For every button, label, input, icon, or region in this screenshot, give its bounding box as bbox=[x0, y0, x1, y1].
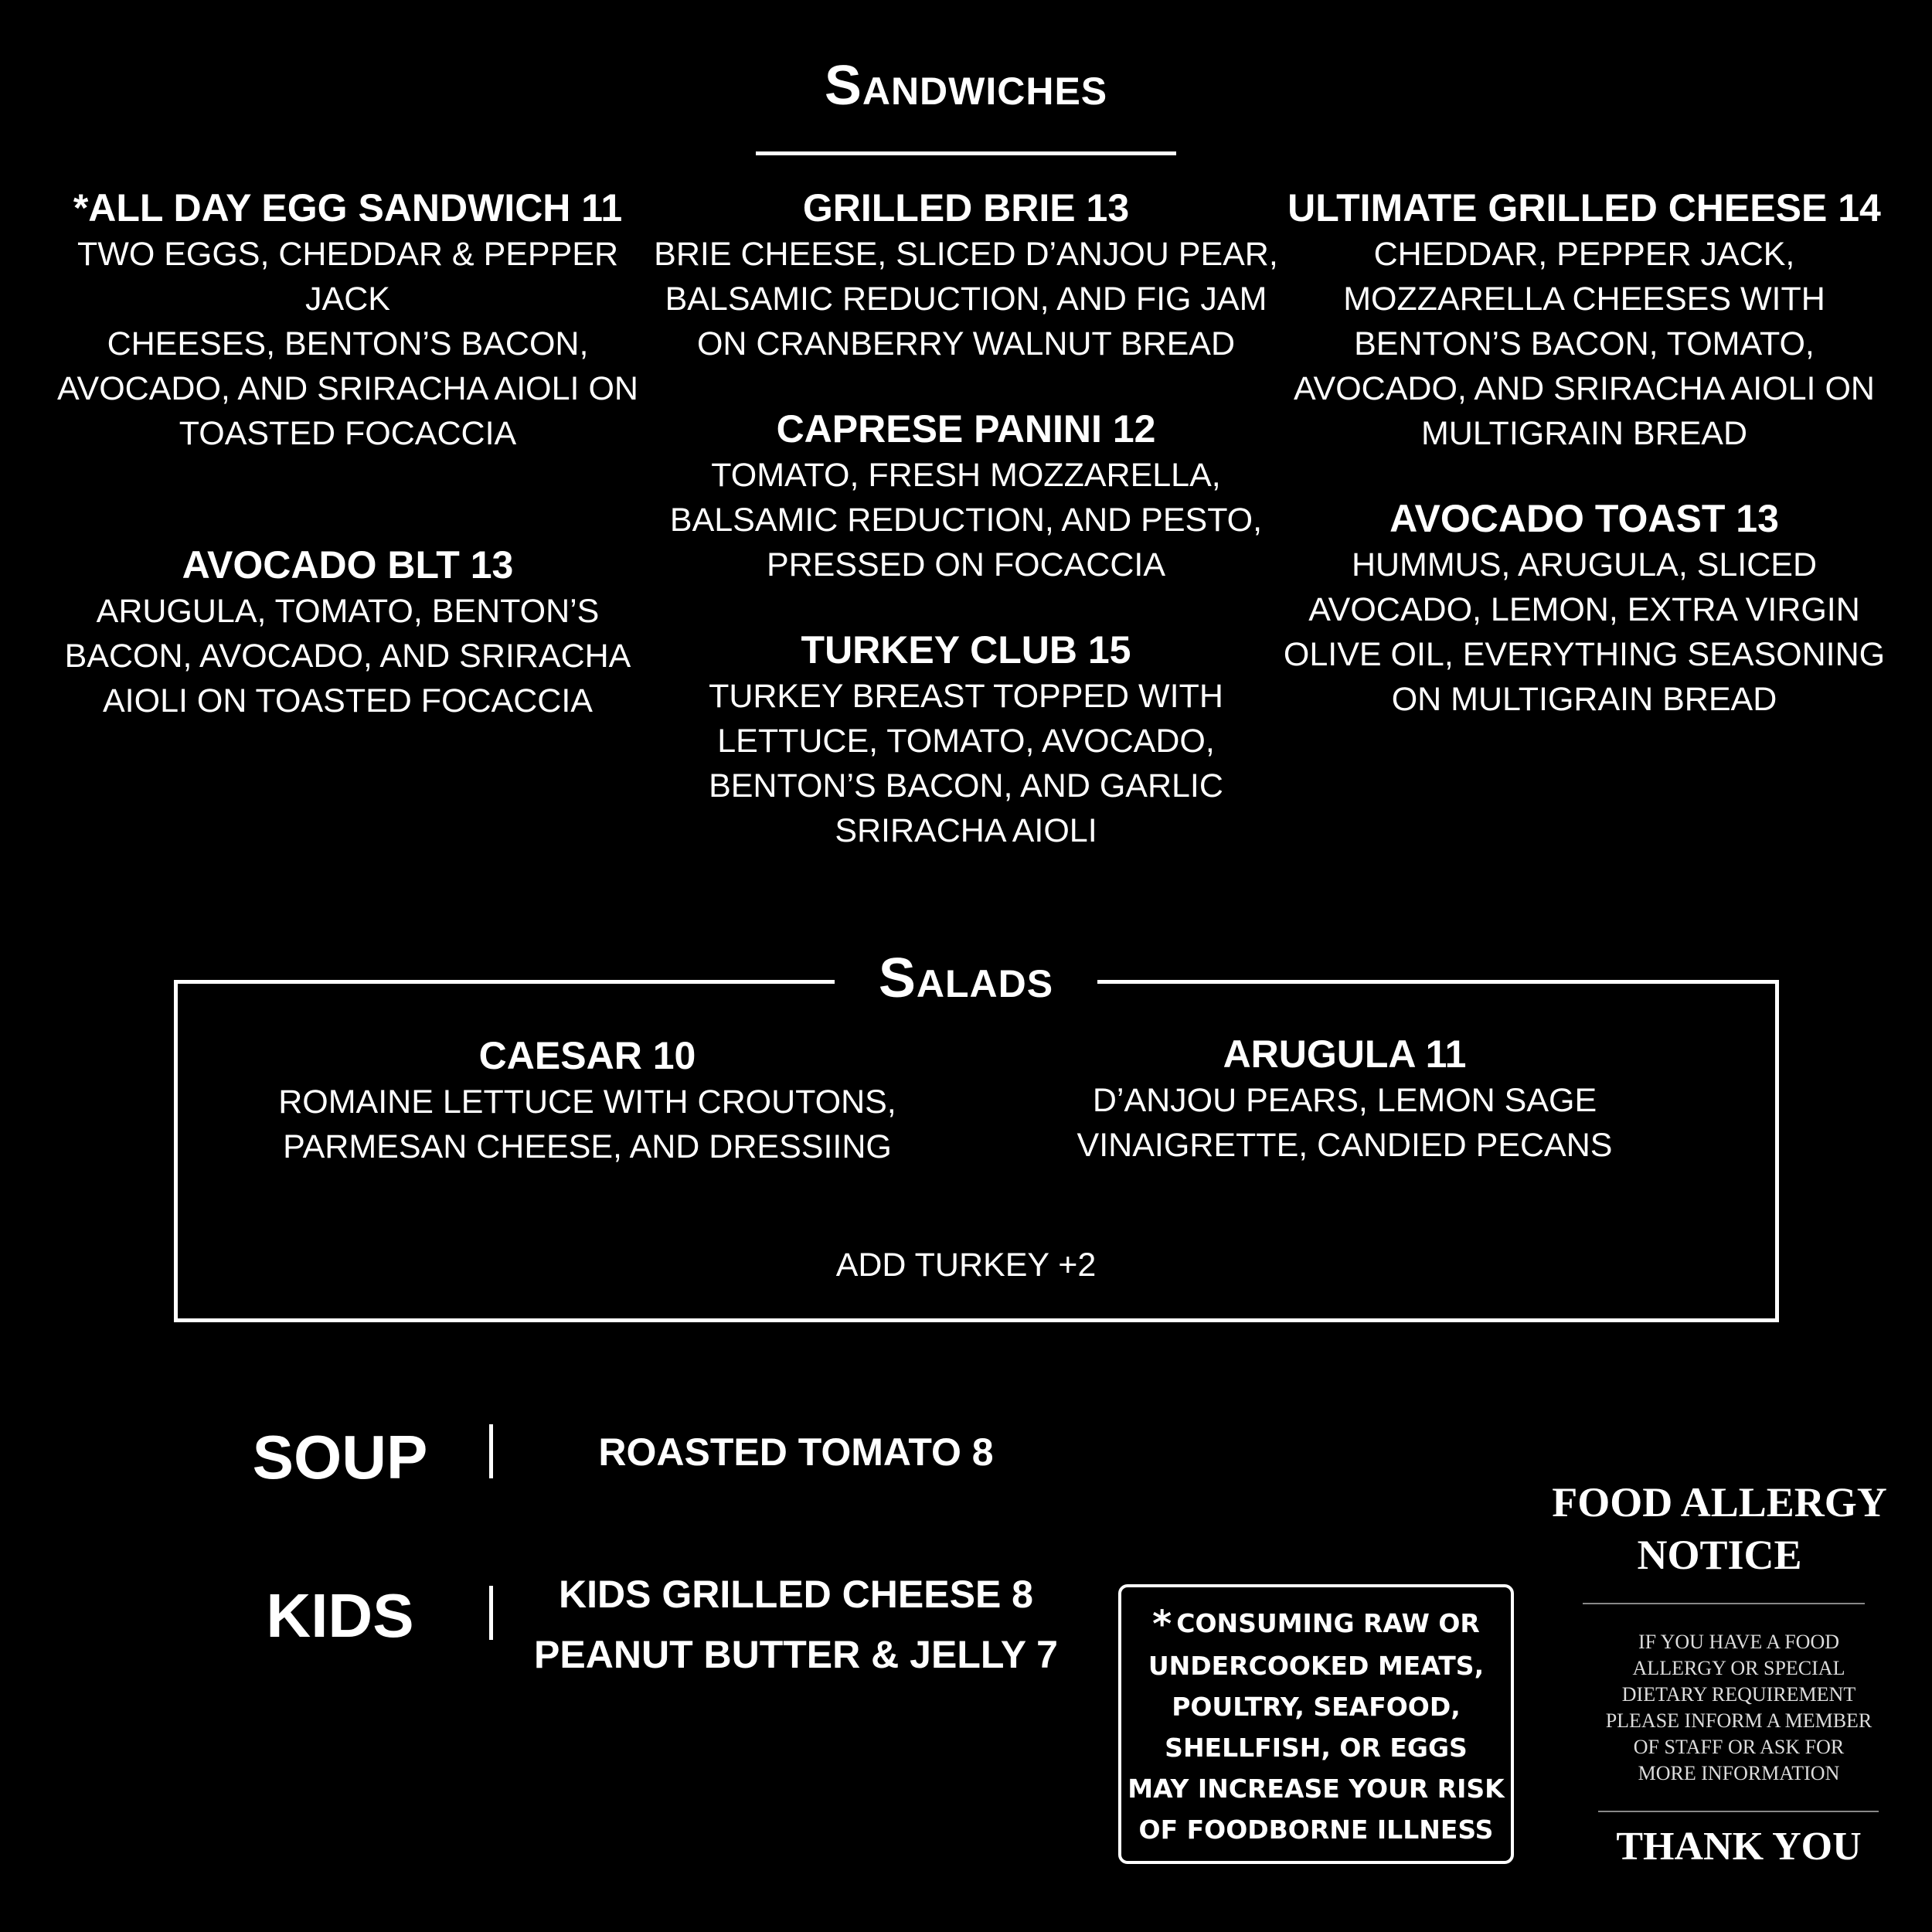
thank-you-text: THANK YOU bbox=[1616, 1825, 1862, 1869]
item-name: *ALL DAY EGG SANDWICH 11 bbox=[73, 186, 623, 230]
sandwich-column-1 bbox=[31, 184, 665, 762]
salad-item-arugula bbox=[989, 1030, 1700, 1168]
item-name: AVOCADO BLT 13 bbox=[182, 543, 514, 587]
soup-label: SOUP bbox=[252, 1423, 428, 1492]
item-name: CAPRESE PANINI 12 bbox=[776, 407, 1156, 451]
allergy-notice-text: IF YOU HAVE A FOOD ALLERGY OR SPECIAL DIETARY REQUIREMENT PLEASE INFORM A MEMBER OF STAFF OR ASK FOR MORE INFORMATION bbox=[1605, 1631, 1872, 1784]
consumer-notice-box bbox=[1118, 1584, 1514, 1864]
menu-item-caprese-panini bbox=[649, 405, 1283, 587]
item-name: ULTIMATE GRILLED CHEESE 14 bbox=[1287, 186, 1881, 230]
menu-item-turkey-club bbox=[649, 626, 1283, 853]
sandwich-column-3 bbox=[1267, 184, 1901, 760]
item-name: TURKEY CLUB 15 bbox=[801, 628, 1131, 672]
item-description: CHEDDAR, PEPPER JACK, MOZZARELLA CHEESES WITH BENTON’S BACON, TOMATO, AVOCADO, AND SRIRACHA AIOLI ON MULTIGRAIN BREAD bbox=[1294, 236, 1875, 452]
consumer-notice-line: POULTRY, SEAFOOD, bbox=[1172, 1692, 1461, 1722]
menu-item-egg-sandwich bbox=[31, 184, 665, 456]
item-name: CAESAR 10 bbox=[478, 1034, 696, 1077]
asterisk-icon: * bbox=[1152, 1603, 1172, 1646]
sandwich-column-2 bbox=[649, 184, 1283, 892]
item-name: AVOCADO TOAST 13 bbox=[1389, 497, 1779, 540]
consumer-notice-line: SHELLFISH, OR EGGS bbox=[1165, 1733, 1468, 1763]
item-description: D’ANJOU PEARS, LEMON SAGE VINAIGRETTE, CANDIED PECANS bbox=[1077, 1082, 1613, 1164]
consumer-notice-line: MAY INCREASE YOUR RISK bbox=[1128, 1774, 1505, 1804]
kids-item: KIDS GRILLED CHEESE 8 bbox=[559, 1573, 1033, 1616]
soup-item: ROASTED TOMATO 8 bbox=[598, 1430, 994, 1474]
allergy-rule-top bbox=[1583, 1603, 1865, 1604]
item-description: HUMMUS, ARUGULA, SLICED AVOCADO, LEMON, EXTRA VIRGIN OLIVE OIL, EVERYTHING SEASONING ON MULTIGRAIN BREAD bbox=[1283, 546, 1886, 718]
sandwiches-title-rule bbox=[756, 151, 1176, 155]
item-description: BRIE CHEESE, SLICED D’ANJOU PEAR, BALSAMIC REDUCTION, AND FIG JAM ON CRANBERRY WALNUT BREAD bbox=[654, 236, 1278, 362]
consumer-notice-line: UNDERCOOKED MEATS, bbox=[1148, 1651, 1485, 1681]
consumer-notice-line: * CONSUMING RAW OR bbox=[1152, 1603, 1480, 1646]
salad-item-caesar bbox=[232, 1032, 943, 1169]
salads-title-wrap bbox=[835, 947, 1097, 1016]
kids-items bbox=[526, 1564, 1066, 1685]
consumer-notice-line: OF FOODBORNE ILLNESS bbox=[1138, 1815, 1494, 1845]
item-name: GRILLED BRIE 13 bbox=[802, 186, 1130, 230]
item-description: TOMATO, FRESH MOZZARELLA, BALSAMIC REDUCTION, AND PESTO, PRESSED ON FOCACCIA bbox=[669, 457, 1263, 583]
kids-label: KIDS bbox=[266, 1581, 414, 1650]
kids-item: PEANUT BUTTER & JELLY 7 bbox=[534, 1633, 1058, 1676]
allergy-notice-title: FOOD ALLERGY NOTICE bbox=[1552, 1479, 1887, 1578]
menu-item-avocado-toast bbox=[1267, 495, 1901, 722]
item-name: ARUGULA 11 bbox=[1223, 1032, 1467, 1076]
item-description: TWO EGGS, CHEDDAR & PEPPER JACK CHEESES, BENTON’S BACON, AVOCADO, AND SRIRACHA AIOLI ON TOASTED FOCACCIA bbox=[57, 236, 638, 452]
menu-item-ultimate-grilled-cheese bbox=[1267, 184, 1901, 456]
sandwiches-title: Sandwiches bbox=[824, 55, 1108, 117]
item-description: ARUGULA, TOMATO, BENTON’S BACON, AVOCADO, AND SRIRACHA AIOLI ON TOASTED FOCACCIA bbox=[64, 593, 631, 719]
item-description: ROMAINE LETTUCE WITH CROUTONS, PARMESAN CHEESE, AND DRESSIING bbox=[278, 1083, 896, 1165]
kids-divider bbox=[489, 1586, 493, 1640]
soup-divider bbox=[489, 1424, 493, 1478]
item-description: TURKEY BREAST TOPPED WITH LETTUCE, TOMATO, AVOCADO, BENTON’S BACON, AND GARLIC SRIRACHA AIOLI bbox=[709, 678, 1223, 849]
salads-title: Salads bbox=[878, 947, 1054, 1009]
allergy-rule-bottom bbox=[1598, 1811, 1879, 1812]
menu-item-grilled-brie bbox=[649, 184, 1283, 366]
menu-item-avocado-blt bbox=[31, 541, 665, 723]
salad-addon: ADD TURKEY +2 bbox=[835, 1247, 1097, 1284]
